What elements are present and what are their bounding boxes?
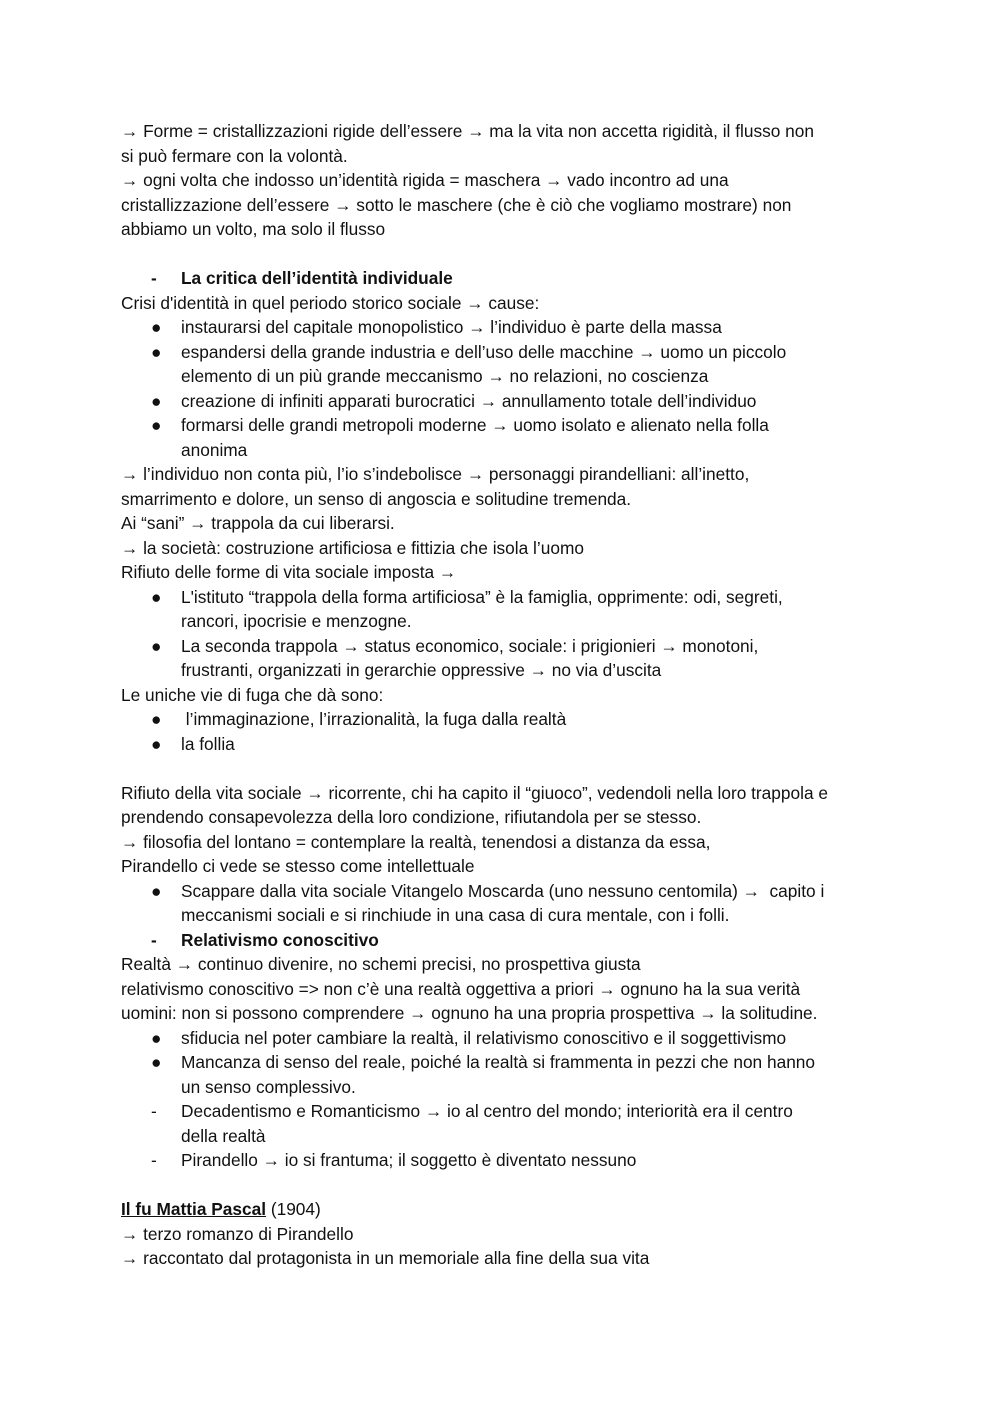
text-line: Crisi d'identità in quel periodo storico sociale → cause: [121,292,540,313]
list-item [121,315,900,340]
list-item [121,634,900,659]
bullet-marker: ● [151,733,162,754]
list-item-text: Mancanza di senso del reale, poiché la realtà si frammenta in pezzi che non hanno [181,1052,816,1072]
list-item-text: un senso complessivo. [181,1076,356,1097]
text-line: → raccontato dal protagonista in un memoriale alla fine della sua vita [121,1248,650,1268]
text-line: smarrimento e dolore, un senso di angoscia e solitudine tremenda. [121,488,632,509]
list-item-continuation [121,903,900,928]
text-line: relativismo conoscitivo => non c’è una realtà oggettiva a priori → ognuno ha la sua verità [121,978,801,999]
list-item-text: La seconda trappola → status economico, sociale: i prigionieri → monotoni, [181,635,759,656]
bullet-marker: ● [151,415,162,435]
list-item-text: la follia [181,733,235,754]
bullet-marker: ● [151,317,162,337]
list-item-text: meccanismi sociali e si rinchiude in una casa di cura mentale, con i folli. [181,905,730,925]
bullet-marker: ● [151,341,162,362]
list-item-continuation [121,658,900,683]
list-item-continuation [121,1124,900,1149]
text-line: Rifiuto delle forme di vita sociale imposta → [121,562,457,582]
text-line: si può fermare con la volontà. [121,145,348,166]
text-line: → l’individuo non conta più, l’io s’indebolisce → personaggi pirandelliani: all’inetto, [121,464,750,484]
list-item-text: instaurarsi del capitale monopolistico → l’individuo è parte della massa [181,317,722,337]
blank-line [121,1173,900,1198]
blank-line [121,242,900,267]
list-item-continuation [121,1075,900,1100]
bullet-marker: ● [151,880,162,901]
list-item-continuation [121,609,900,634]
list-item-text: elemento di un più grande meccanismo → no relazioni, no coscienza [181,366,709,386]
list-item-text: rancori, ipocrisie e menzogne. [181,611,412,631]
text-line: cristallizzazione dell’essere → sotto le maschere (che è ciò che vogliamo mostrare) non [121,194,792,215]
list-item-text: espandersi della grande industria e dell’uso delle macchine → uomo un piccolo [181,341,787,362]
text-line: Realtà → continuo divenire, no schemi precisi, no prospettiva giusta [121,954,641,974]
text-line: Le uniche vie di fuga che dà sono: [121,684,384,705]
list-item [121,585,900,610]
list-item-text: anonima [181,439,248,460]
list-item [121,732,900,757]
text-line: Rifiuto della vita sociale → ricorrente, chi ha capito il “giuoco”, vedendoli nella loro trappola e [121,782,828,803]
list-item [121,1099,900,1124]
list-item-text: frustranti, organizzati in gerarchie oppressive → no via d’uscita [181,660,662,680]
list-item-continuation [121,438,900,463]
blank-line [121,756,900,781]
dash-marker: - [151,268,157,288]
text-line: → Forme = cristallizzazioni rigide dell’essere → ma la vita non accetta rigidità, il flusso non [121,121,814,141]
text-line: prendendo consapevolezza della loro condizione, rifiutandola per se stesso. [121,807,702,827]
section-heading-relativismo [121,928,900,953]
list-item-text: l’immaginazione, l’irrazionalità, la fuga dalla realtà [181,709,567,729]
bullet-marker: ● [151,709,162,729]
list-item [121,389,900,414]
list-item-text: Decadentismo e Romanticismo → io al centro del mondo; interiorità era il centro [181,1101,793,1121]
text-line: Pirandello ci vede se stesso come intellettuale [121,856,475,876]
list-item [121,1050,900,1075]
text-line: Ai “sani” → trappola da cui liberarsi. [121,513,395,533]
bullet-marker: ● [151,390,162,411]
list-item-text: Pirandello → io si frantuma; il soggetto è diventato nessuno [181,1150,637,1170]
heading-text: La critica dell’identità individuale [181,268,453,288]
list-item [121,707,900,732]
dash-marker: - [151,1101,157,1121]
section-heading-critica [121,266,900,291]
text-line: abbiamo un volto, ma solo il flusso [121,219,386,239]
dash-marker: - [151,929,157,950]
title-text: Il fu Mattia Pascal [121,1199,267,1219]
text-line: → ogni volta che indosso un’identità rigida = maschera → vado incontro ad una [121,170,729,190]
bullet-marker: ● [151,1052,162,1072]
bullet-marker: ● [151,586,162,607]
text-line: → terzo romanzo di Pirandello [121,1223,354,1244]
heading-text: Relativismo conoscitivo [181,929,379,950]
list-item-continuation [121,364,900,389]
section-title-mattia-pascal [121,1197,900,1222]
bullet-marker: ● [151,1027,162,1048]
text-line: → la società: costruzione artificiosa e fittizia che isola l’uomo [121,537,584,558]
text-line: → filosofia del lontano = contemplare la realtà, tenendosi a distanza da essa, [121,831,711,852]
list-item-text: L'istituto “trappola della forma artificiosa” è la famiglia, opprimente: odi, segreti, [181,586,783,607]
bullet-marker: ● [151,635,162,656]
list-item-text: creazione di infiniti apparati burocratici → annullamento totale dell’individuo [181,390,757,411]
text-line: uomini: non si possono comprendere → ognuno ha una propria prospettiva → la solitudine. [121,1003,818,1023]
list-item-text: sfiducia nel poter cambiare la realtà, il relativismo conoscitivo e il soggettivismo [181,1027,787,1048]
list-item-text: della realtà [181,1125,266,1146]
list-item [121,413,900,438]
list-item-text: formarsi delle grandi metropoli moderne → uomo isolato e alienato nella folla [181,415,769,435]
dash-marker: - [151,1150,157,1170]
list-item [121,1026,900,1051]
list-item [121,340,900,365]
title-year: (1904) [266,1199,321,1219]
list-item-text: Scappare dalla vita sociale Vitangelo Moscarda (uno nessuno centomila) → capito i [181,880,825,901]
list-item [121,1148,900,1173]
list-item [121,879,900,904]
